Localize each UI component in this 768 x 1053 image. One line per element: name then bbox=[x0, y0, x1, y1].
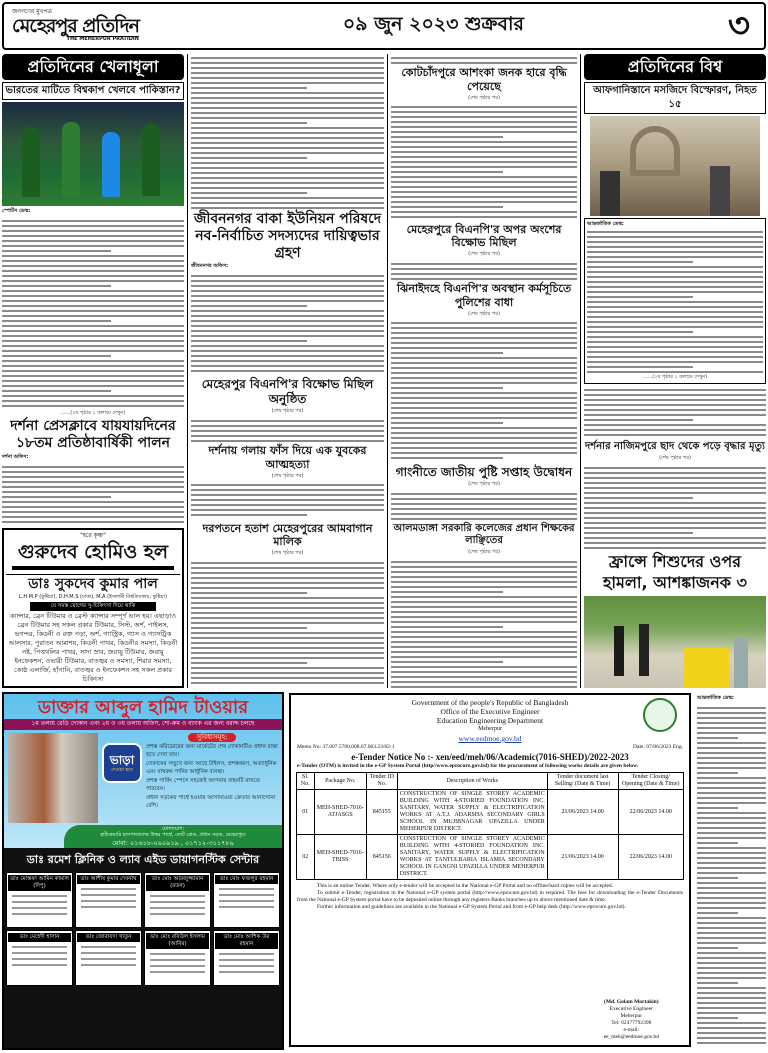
article-body bbox=[391, 54, 577, 64]
cricket-photo bbox=[2, 102, 184, 206]
continued-note: (শেষ পৃষ্ঠার পর) bbox=[271, 408, 304, 414]
clinic-ad bbox=[4, 848, 282, 1048]
page-number: ৩ bbox=[727, 6, 750, 46]
headline-pakistan[interactable]: ভারতের মাটিতে বিশ্বকাপ খেলবে পাকিস্তান? bbox=[2, 82, 184, 100]
tender-row bbox=[297, 790, 684, 835]
tender-column-header: Tender ID No. bbox=[366, 773, 397, 790]
memo-number: Memo No: 37.007.5700.008.67.003.23/82-1 bbox=[297, 744, 395, 750]
tender-table bbox=[296, 772, 684, 880]
tender-cell: 22/06/2023 14.00 bbox=[618, 835, 684, 880]
headline-kotchandpur[interactable]: কোটচাঁদপুরে আশংকা জনক হারে বৃদ্ধি পেয়েছে bbox=[401, 66, 567, 93]
tower-clinic-ad bbox=[2, 692, 284, 1050]
france-photo bbox=[584, 596, 766, 688]
doctor-grid bbox=[6, 872, 280, 986]
feature-item: প্রধান সড়কের পার্শ্বে হওয়ায় আসাযাওয়া ক্রেতার আনাগোনা বেশি। bbox=[146, 794, 276, 809]
signatory-email: ee_meh@eedmoe.gov.bd bbox=[603, 1034, 659, 1040]
doctor-name: ডাঃ মেহেদী হাসান bbox=[8, 933, 71, 942]
doctor-card bbox=[213, 930, 280, 986]
eed-seal-icon bbox=[643, 698, 677, 732]
tender-header-line: Meherpur bbox=[478, 726, 502, 732]
byline: আন্তর্জাতিক ডেস্ক: bbox=[697, 695, 734, 701]
article-body bbox=[391, 260, 577, 281]
article-body bbox=[391, 558, 577, 688]
column-3 bbox=[391, 54, 577, 688]
headline-meherpur-bnp[interactable]: মেহেরপুর বিএনপি'র বিক্ষোভ মিছিল অনুষ্ঠিত bbox=[201, 377, 374, 406]
ad-degrees: L.H.M.P (কুষ্টিয়া), D.H.M.S (ঢাকা), M.A (ইসলামী বিশ্ববিদ্যালয়, কুষ্টিয়া) bbox=[19, 594, 167, 601]
article-body bbox=[391, 103, 577, 220]
newspaper-logo-en: THE MEHERPUR PRATIDIN bbox=[66, 36, 139, 43]
headline-france[interactable]: ফ্রান্সে শিশুদের ওপর হামলা, আশঙ্কাজনক ৩ bbox=[603, 551, 747, 593]
headline-darshana-press[interactable]: দর্শনা প্রেসক্লাবে যায়যায়দিনের ১৮তম প্রতিষ্ঠাবার্ষিকী পালন bbox=[10, 418, 176, 452]
continued-note: ......(২য় পৃষ্ঠার ১ কলামে দেখুন) bbox=[642, 374, 708, 381]
column-world bbox=[584, 54, 766, 688]
doctor-name: ডাঃ মোস্তফা আমিন কামাল (দিপু) bbox=[8, 875, 71, 891]
tower-title: ডাক্তার আব্দুল হামিদ টাওয়ার bbox=[37, 697, 249, 718]
article-body bbox=[584, 464, 766, 549]
doctor-name: ডাঃ জোবায়দা খাতুন bbox=[77, 933, 140, 942]
doctor-card bbox=[6, 930, 73, 986]
tender-notice bbox=[289, 693, 691, 1047]
article-body bbox=[587, 228, 763, 375]
tender-notes bbox=[291, 880, 689, 914]
doctor-card bbox=[6, 872, 73, 928]
features-title: সুবিধাসমূহ: bbox=[188, 733, 235, 742]
tender-note: Further information and guidelines are available in the National e-GP System Portal and from e-GP help desk (http://www.eprocure.gov.bd). bbox=[317, 904, 626, 910]
rent-badge-sub: দেওয়া হবে bbox=[111, 766, 133, 773]
tender-column-header: Description of Works bbox=[397, 773, 547, 790]
article-body bbox=[191, 417, 384, 443]
tender-signature bbox=[604, 999, 659, 1041]
rent-badge bbox=[102, 743, 142, 783]
tender-header-line: Office of the Executive Engineer bbox=[440, 707, 540, 716]
byline: জীবননগর অফিস: bbox=[191, 263, 229, 270]
headline-bnp-other[interactable]: মেহেরপুরে বিএনপি'র অপর অংশের বিক্ষোভ মিছিল bbox=[406, 222, 562, 249]
article-body bbox=[391, 319, 577, 463]
continued-note: (শেষ পৃষ্ঠার পর) bbox=[271, 472, 304, 479]
doctor-name: ডাঃ মোঃ আরজুজ্জামান (রতন) bbox=[146, 875, 209, 891]
doctor-name: ডাঃ আশীষ কুমার দেবনাথ bbox=[77, 875, 140, 884]
ad-specialty: যে সমস্ত রোগের সু-চিকিৎসা দিয়ে থাকি bbox=[30, 602, 156, 611]
tower-phone: মোবা: ০১৬১৮-০৯০৯১৯ , ০১৭১২-৩১১৭৮৯ bbox=[112, 838, 234, 847]
tower-body bbox=[4, 730, 282, 825]
tower-contact bbox=[64, 825, 282, 848]
clinic-title: ডাঃ রমেশ ক্লিনিক ও ল্যাব এইড ডায়াগনস্টিক সেন্টার bbox=[26, 853, 260, 867]
article-body bbox=[191, 481, 384, 520]
homeo-ad bbox=[2, 528, 184, 688]
article-body bbox=[191, 54, 384, 209]
continued-note: ......(২য় পৃষ্ঠার ১ কলামে দেখুন) bbox=[60, 409, 126, 416]
article-body bbox=[191, 559, 384, 688]
doctor-card bbox=[144, 872, 211, 928]
tender-cell: 22/06/2023 14.00 bbox=[618, 790, 684, 835]
doctor-name: ডাঃ মোঃ রবিউল ইসলাম (আবির) bbox=[146, 933, 209, 949]
tender-cell: MEH-SHED-7016-TBISS bbox=[314, 835, 366, 880]
tower-building-image bbox=[8, 733, 98, 823]
doctor-card bbox=[75, 930, 142, 986]
masthead-logo-block bbox=[12, 9, 139, 43]
continued-note: (শেষ পৃষ্ঠার পর) bbox=[468, 251, 500, 258]
tender-intro: e-Tender (OTM) is invited in the e-GP System Portal (http//www.eprocure.gov.bd) for the procurement of following works details are given below. bbox=[297, 763, 639, 769]
tagline: জনগণের মুখপত্র bbox=[12, 8, 52, 15]
doctor-card bbox=[213, 872, 280, 928]
tender-cell: 845155 bbox=[366, 790, 397, 835]
tender-cell: 02 bbox=[297, 835, 315, 880]
column-rule bbox=[387, 54, 388, 688]
memo-row bbox=[291, 743, 689, 752]
tender-cell: 01 bbox=[297, 790, 315, 835]
ad-services: ক্যান্সার, ব্রেন টিউমার ও ব্রেস্ট ক্যান্সার সম্পূর্ণ ভাল হয়। এছাড়াও ব্রেন টিউমার সহ সকল প্রকার টিউমার, সিস্ট, অর্শ, পাইলস, ভগন্দর, কিডনী ও রক্ত পড়া, অর্শ, গ্যাস্ট্রিক, গ্যাস ও গ্যাসট্রিক আলসার, পুরাতন আমাশয়, কিডনী পাথর, কিডনীর সমস্যা, কিডনী নষ্ট, পিত্তথলির পাথর, সাদা স্রাব, জরায়ু টিউমার, জরায়ু ইনফেকশন, ওভারী টিউমার, বাতজ্বর ও সমস্যা, শিরার সমস্যা, কোষ্ঠ এলার্জি, হাঁপানি, বাতজ্বর ও ইনফেকশন সহ সকল প্রকার চিকিৎসা bbox=[8, 612, 178, 684]
doctor-name: ডাঃ মোঃ ফজলুর রহমান bbox=[215, 875, 278, 884]
doctor-card bbox=[75, 872, 142, 928]
column-2 bbox=[191, 54, 384, 688]
doctor-card bbox=[144, 930, 211, 986]
tender-note: This is an online Tender. Where only e-tender will be accepted in the National e-GP Portal and no offline/hard copies will be accepted. bbox=[317, 883, 614, 889]
section-header-world: প্রতিদিনের বিশ্ব bbox=[584, 54, 766, 80]
tender-header-line: Government of the people's Republic of Bangladesh bbox=[411, 698, 569, 707]
tender-cell: CONSTRUCTION OF SINGLE STOREY ACADEMIC BUILDING WITH 4-STORIED FOUNDATION INC. SANITARY, WATER SUPPLY & ELECTRIFICATION WORKS AT A.T.J. ADARSHA SECONDARY GIRLS SCHOOL IN MUJIBNAGAR UPAZILLA UNDER MEHERPUR DISTRICT. bbox=[397, 790, 547, 835]
article-body bbox=[697, 704, 766, 1048]
headline-gangni[interactable]: গাংনীতে জাতীয় পুষ্টি সপ্তাহ উদ্বোধন bbox=[395, 464, 573, 479]
tender-note: To submit e-Tender, registration in the National e-GP system portal (http://www.eprocure.gov.bd) in required. The fees for downloading the e-Tender Documents from the National e-GP System portal have to be deposited online through any registers Banks branches up to above mentioned date & time. bbox=[297, 890, 683, 903]
column-rule bbox=[187, 54, 188, 688]
rent-badge-text: ভাড়া bbox=[109, 752, 135, 767]
tender-column-header: Package No. bbox=[314, 773, 366, 790]
headline-alamdanga[interactable]: আলমডাঙ্গা সরকারি কলেজের প্রধান শিক্ষকের লাঞ্ছিতের bbox=[393, 523, 575, 547]
tender-column-header: Tender document last Selling/ (Date & Time) bbox=[547, 773, 618, 790]
newspaper-logo: মেহেরপুর প্রতিদিন bbox=[12, 14, 139, 37]
continued-note: (শেষ পৃষ্ঠার পর) bbox=[271, 550, 304, 557]
continued-note: (শেষ পৃষ্ঠার পর) bbox=[468, 94, 500, 101]
ad-doctor-name: ডাঃ সুকদেব কুমার পাল bbox=[28, 575, 158, 592]
article-body bbox=[191, 272, 384, 375]
headline-najimpur[interactable]: দর্শনার নাজিমপুরে ছাদ থেকে পড়ে বৃদ্ধার মৃত্যু bbox=[585, 441, 765, 453]
signatory-title: Executive Engineer bbox=[609, 1006, 653, 1012]
article-body bbox=[2, 463, 184, 527]
column-sports bbox=[2, 54, 184, 688]
tender-cell: MEH-SHED-7016-ATJASGS bbox=[314, 790, 366, 835]
tender-website-link[interactable]: www.eedmoe.gov.bd bbox=[458, 734, 522, 743]
tender-row bbox=[297, 835, 684, 880]
masthead bbox=[2, 2, 766, 50]
afghan-article-box bbox=[584, 218, 766, 384]
ad-shop-name: গুরুদেব হোমিও হল bbox=[17, 541, 169, 564]
tower-subtitle: ১ম তলায় রেডি দোকান এবং ২য় ও ৩য় তলায় অফিস, শো-রুম ও ব্যাংক এর জন্য বরাদ্দ চলছে bbox=[4, 719, 282, 729]
continued-note: (শেষ পৃষ্ঠার পর) bbox=[468, 481, 500, 488]
headline-mango[interactable]: দরপতনে হতাশ মেহেরপুরের আমবাগান মালিক bbox=[202, 521, 373, 549]
signatory-name: (Md. Golam Mortakin) bbox=[604, 999, 659, 1005]
ad-slogan: "হরে কৃষ্ণ" bbox=[80, 532, 106, 540]
signatory-email-label: e-mail: bbox=[623, 1027, 640, 1033]
tender-cell: 21/06/2023 14.00 bbox=[547, 835, 618, 880]
tender-header-line: Education Engineering Department bbox=[436, 716, 544, 725]
column-bottom-right bbox=[697, 695, 766, 1047]
feature-item: প্রশস্ত করিডোরের জন্য মার্কেটের শেষ দোকানটিও প্রধান রাস্তা হতে দেখা যায়। bbox=[146, 743, 278, 758]
issue-date: ০৯ জুন ২০২৩ শুক্রবার bbox=[342, 13, 524, 35]
article-body bbox=[2, 217, 184, 408]
tender-header bbox=[291, 698, 689, 743]
tender-column-header: Tender Closing/ Opening (Date & Time) bbox=[618, 773, 684, 790]
signatory-phone: Tel: 02477792398 bbox=[611, 1020, 652, 1026]
tender-column-header: Sl. No. bbox=[297, 773, 315, 790]
headline-jhenaidah[interactable]: ঝিনাইদহে বিএনপি'র অবস্থান কর্মসূচিতে পুলিশের বাধা bbox=[396, 282, 572, 309]
section-header-sports: প্রতিদিনের খেলাধূলা bbox=[2, 54, 184, 80]
tower-ad bbox=[4, 694, 282, 848]
byline: দর্শনা অফিস: bbox=[2, 454, 29, 461]
feature-item: দোকানের সম্মুখে জন্য আছে টাইলস, প্রশস্তকরণ, অত্যাধুনিক এবং বাথরুম পানির আধুনিক ব্যবস্থা। bbox=[146, 760, 277, 775]
tender-date: Date: 07/06/2023 Eng. bbox=[633, 744, 683, 750]
tender-cell: 845156 bbox=[366, 835, 397, 880]
tender-title: e-Tender Notice No :- xen/eed/meh/06/Academic(7016-SHED)/2022-2023 bbox=[351, 752, 629, 762]
column-rule bbox=[580, 54, 581, 688]
article-body bbox=[584, 386, 766, 439]
headline-darshana-suicide[interactable]: দর্শনায় গলায় ফাঁস দিয়ে এক যুবকের আত্মহত্যা bbox=[208, 444, 367, 471]
byline: আন্তর্জাতিক ডেস্ক: bbox=[587, 221, 624, 227]
continued-note: (শেষ পৃষ্ঠার পর) bbox=[468, 310, 500, 317]
feature-item: প্রশস্ত পার্কিং স্পেসে সহজেই আপনার বাহনটি রাখতে পারবেন। bbox=[146, 777, 260, 792]
contact-label: যোগাযোগ: bbox=[161, 825, 185, 832]
byline: স্পোর্টস ডেস্ক: bbox=[2, 208, 31, 214]
tender-cell: CONSTRUCTION OF SINGLE STOREY ACADEMIC BUILDING WITH 4-STORIED FOUNDATION INC. SANITARY, WATER SUPPLY & ELECTRIFICATION WORKS AT TANTULBARIA ISLAMIA SECONDARY SCHOOL IN GANGNI UPAZILLA UNDER MEHERPUR DISTRICT. bbox=[397, 835, 547, 880]
tower-address: হার্টকেয়ারি হাসপাতালের উত্তর পার্শ্বে, কোর্ট রোড, প্রধান সড়ক, মেহেরপুর। bbox=[100, 832, 246, 839]
signatory-location: Meherpur bbox=[620, 1013, 643, 1019]
tower-features bbox=[146, 733, 278, 823]
doctor-name: ডাঃ মোঃ আশিক উর রহমান bbox=[215, 933, 278, 949]
continued-note: (শেষ পৃষ্ঠার পর) bbox=[468, 549, 500, 556]
continued-note: (শেষ পৃষ্ঠার পর) bbox=[659, 455, 691, 462]
mosque-photo bbox=[590, 116, 760, 216]
headline-jibannagar[interactable]: জীবননগর বাকা ইউনিয়ন পরিষদে নব-নির্বাচিত সদস্যদের দায়িত্বভার গ্রহণ bbox=[193, 211, 382, 261]
article-body bbox=[391, 490, 577, 521]
headline-afghan[interactable]: আফগানিস্তানে মসজিদে বিস্ফোরণ, নিহত ১৫ bbox=[584, 82, 766, 114]
tender-cell: 21/06/2023 14.00 bbox=[547, 790, 618, 835]
